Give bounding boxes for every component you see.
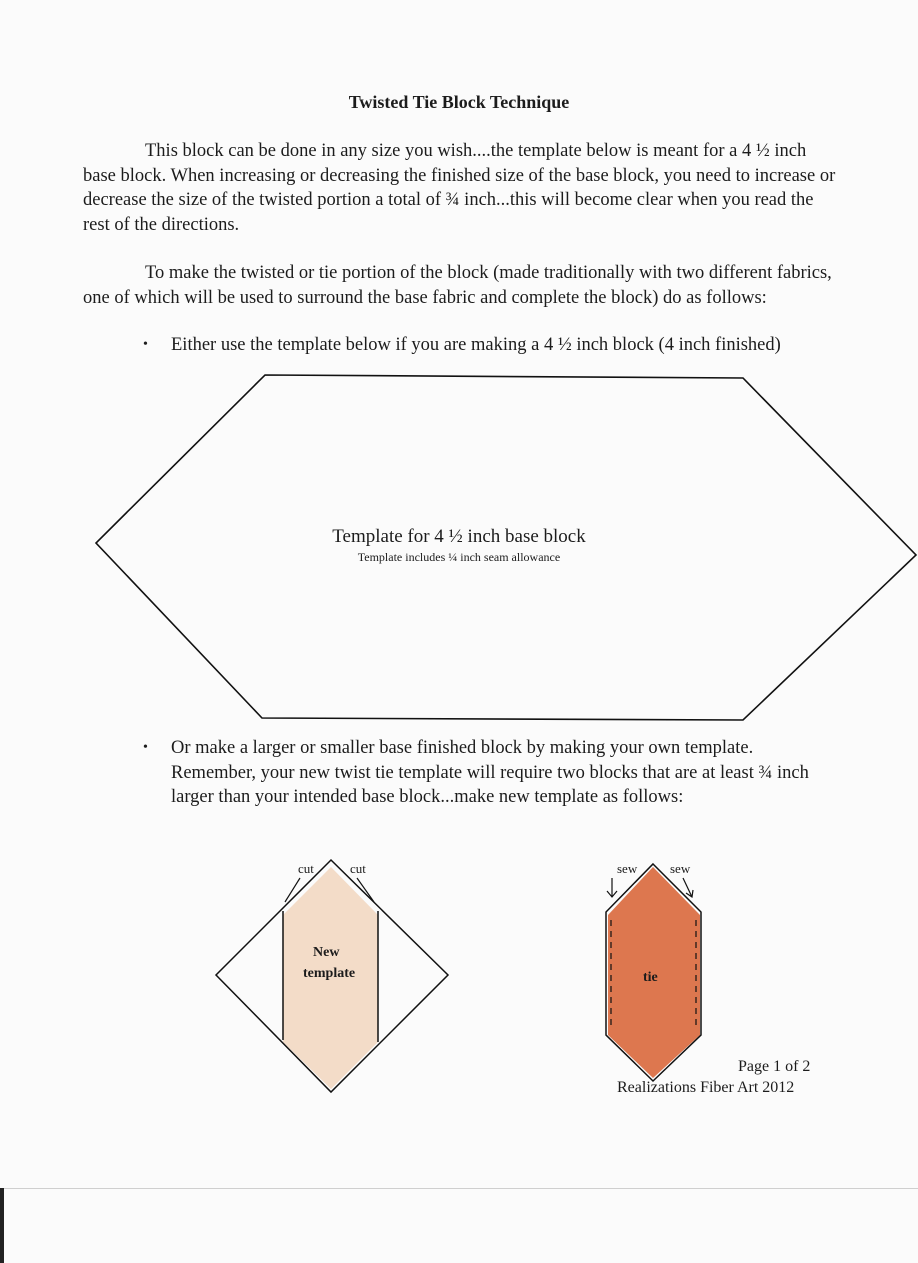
intro-paragraph-text: This block can be done in any size you wish....the template below is meant for a 4 ½ inch base block. When increasing or decreasing the finished size of the base block, you need to increase or decrease the size of the twisted portion a total of ¾ inch...this will become clear when you read the rest of the directions. — [83, 141, 836, 235]
bullet-icon: • — [143, 740, 148, 755]
tie-label: tie — [643, 970, 658, 985]
bullet-icon: • — [143, 337, 148, 352]
instructions-paragraph-text: To make the twisted or tie portion of the block (made traditionally with two different fabrics, one of which will be used to surround the base fabric and complete the block) do as follows: — [83, 263, 832, 308]
page-number: Page 1 of 2 — [738, 1058, 811, 1075]
footer-credit: Realizations Fiber Art 2012 — [617, 1079, 795, 1096]
bullet-text: Either use the template below if you are making a 4 ½ inch block (4 inch finished) — [171, 335, 781, 355]
bullet-text: Or make a larger or smaller base finished block by making your own template. Remember, your new twist tie template will require two blocks that are at least ¾ inch larger than your intended base block...make new template as follows: — [171, 738, 809, 807]
cut-label-left: cut — [298, 861, 314, 876]
new-template-label-line1: New — [313, 945, 340, 960]
new-template-label-line2: template — [303, 966, 356, 981]
template-sublabel: Template includes ¼ inch seam allowance — [357, 550, 561, 564]
page-edge-line — [0, 1188, 918, 1189]
document-title: Twisted Tie Block Technique — [348, 92, 570, 112]
cut-label-right: cut — [350, 861, 366, 876]
sew-label-left: sew — [617, 861, 638, 876]
sew-label-right: sew — [670, 861, 691, 876]
template-label: Template for 4 ½ inch base block — [332, 526, 586, 547]
scan-edge — [0, 1188, 4, 1263]
